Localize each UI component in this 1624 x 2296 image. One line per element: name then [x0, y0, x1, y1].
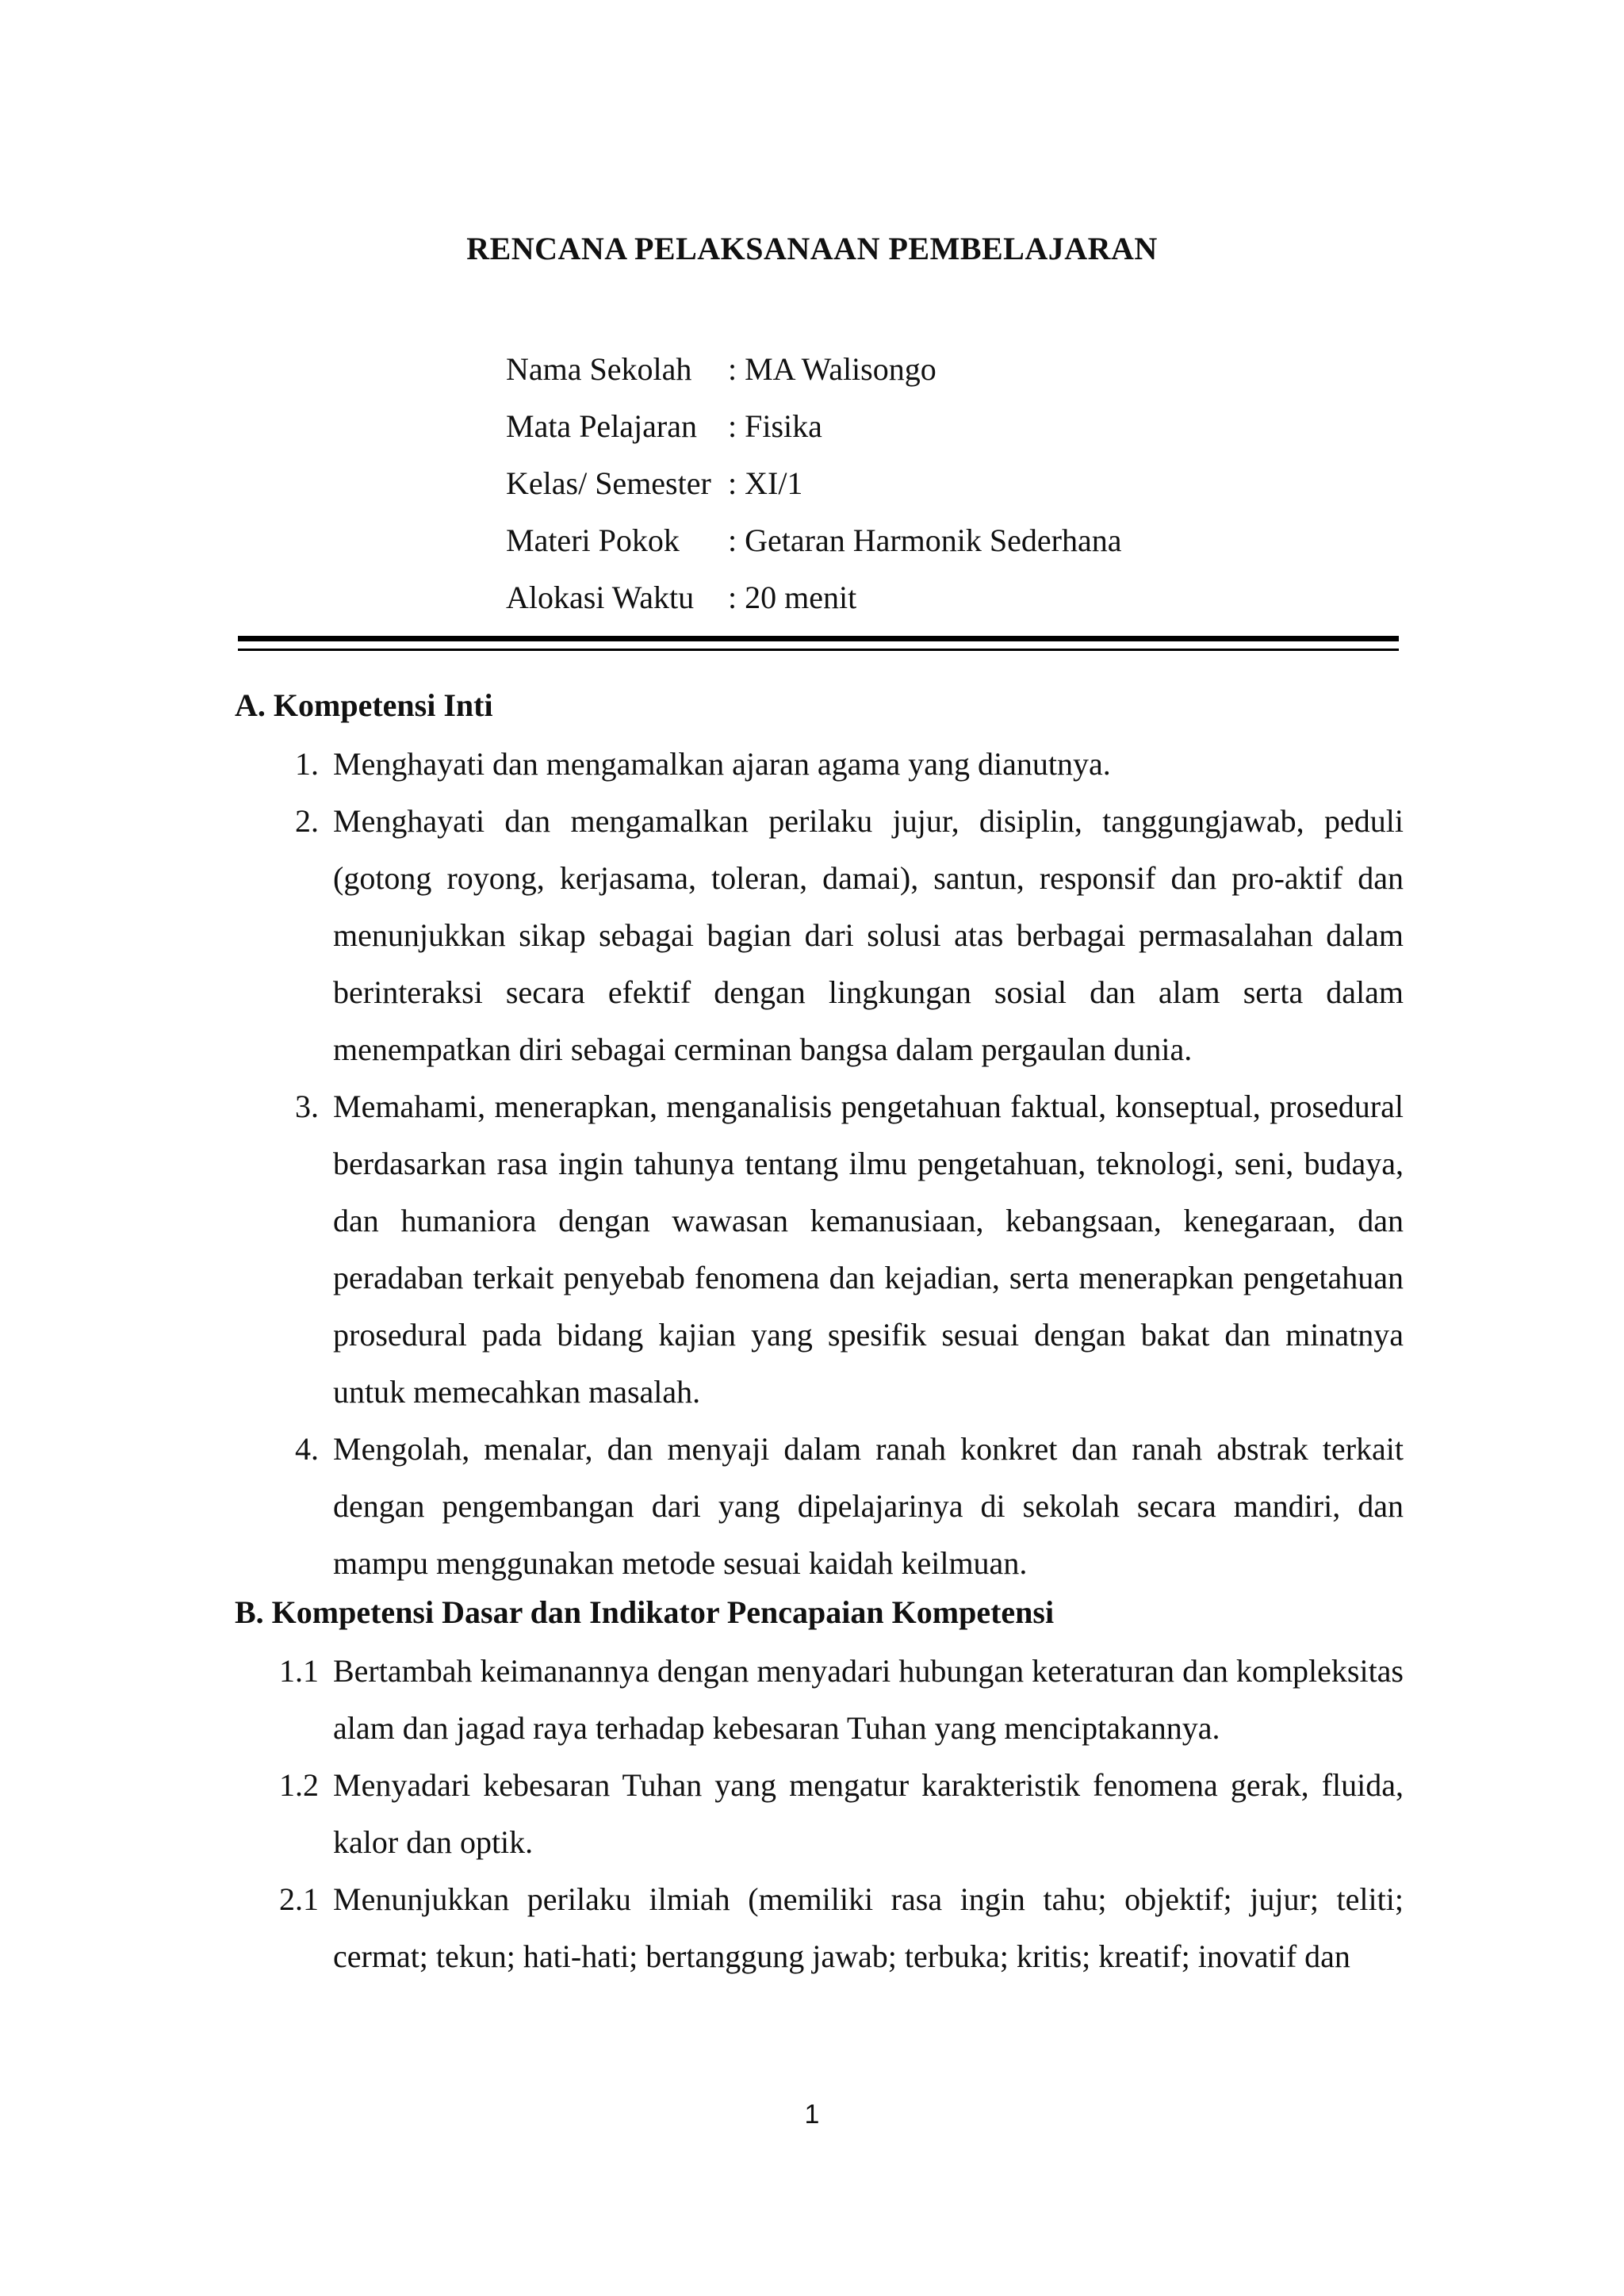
document-title: RENCANA PELAKSANAAN PEMBELAJARAN	[466, 231, 1158, 266]
item-text: Menghayati dan mengamalkan ajaran agama yang dianutnya.	[333, 746, 1111, 782]
item-number: 1.2	[279, 1767, 319, 1803]
item-text: Bertambah keimanannya dengan menyadari hubungan keteraturan dan kompleksitas alam dan jagad raya terhadap kebesaran Tuhan yang menciptakannya.	[333, 1653, 1404, 1746]
page-number: 1	[804, 2099, 820, 2130]
section-b-heading: B. Kompetensi Dasar dan Indikator Pencapaian Kompetensi	[235, 1594, 1055, 1630]
item-number: 2.1	[279, 1881, 319, 1917]
item-text: Menunjukkan perilaku ilmiah (memiliki rasa ingin tahu; objektif; jujur; teliti; cermat; tekun; hati-hati; bertanggung jawab; terbuka; kritis; kreatif; inovatif dan	[333, 1881, 1404, 1974]
meta-label: Mata Pelajaran	[506, 408, 697, 444]
header-divider-thick	[238, 636, 1399, 641]
section-b-list	[238, 1643, 1404, 1985]
meta-row-subject	[506, 398, 1121, 455]
meta-label: Alokasi Waktu	[506, 580, 695, 615]
list-item	[238, 1871, 1404, 1985]
item-text: Menyadari kebesaran Tuhan yang mengatur karakteristik fenomena gerak, fluida, kalor dan optik.	[333, 1767, 1404, 1860]
section-a-list	[238, 736, 1404, 1592]
item-number: 1.	[295, 746, 319, 782]
meta-label: Nama Sekolah	[506, 351, 692, 387]
item-text: Memahami, menerapkan, menganalisis pengetahuan faktual, konseptual, prosedural berdasarkan rasa ingin tahunya tentang ilmu pengetahuan, teknologi, seni, budaya, dan humaniora dengan wawasan kemanusiaan, kebangsaan, kenegaraan, dan peradaban terkait penyebab fenomena dan kejadian, serta menerapkan pengetahuan prosedural pada bidang kajian yang spesifik sesuai dengan bakat dan minatnya untuk memecahkan masalah.	[333, 1089, 1404, 1410]
meta-label: Materi Pokok	[506, 522, 680, 558]
list-item	[238, 793, 1404, 1078]
item-text: Menghayati dan mengamalkan perilaku jujur, disiplin, tanggungjawab, peduli (gotong royong, kerjasama, toleran, damai), santun, responsif dan pro-aktif dan menunjukkan sikap sebagai bagian dari solusi atas berbagai permasalahan dalam berinteraksi secara efektif dengan lingkungan sosial dan alam serta dalam menempatkan diri sebagai cerminan bangsa dalam pergaulan dunia.	[333, 803, 1404, 1067]
list-item	[238, 1078, 1404, 1421]
meta-row-time	[506, 569, 1121, 626]
meta-value: : Fisika	[728, 408, 822, 444]
lesson-info	[506, 341, 1121, 626]
meta-row-topic	[506, 512, 1121, 569]
item-number: 3.	[295, 1089, 319, 1124]
meta-value: : XI/1	[728, 465, 803, 501]
item-number: 4.	[295, 1431, 319, 1467]
list-item	[238, 1421, 1404, 1592]
list-item	[238, 736, 1404, 793]
header-divider-thin	[238, 649, 1399, 651]
list-item	[238, 1757, 1404, 1871]
meta-value: : 20 menit	[728, 580, 857, 615]
meta-row-school	[506, 341, 1121, 398]
meta-label: Kelas/ Semester	[506, 465, 711, 501]
item-number: 1.1	[279, 1653, 319, 1689]
list-item	[238, 1643, 1404, 1757]
meta-row-class	[506, 455, 1121, 512]
item-number: 2.	[295, 803, 319, 839]
meta-value: : Getaran Harmonik Sederhana	[728, 522, 1122, 558]
item-text: Mengolah, menalar, dan menyaji dalam ranah konkret dan ranah abstrak terkait dengan pengembangan dari yang dipelajarinya di sekolah secara mandiri, dan mampu menggunakan metode sesuai kaidah keilmuan.	[333, 1431, 1404, 1581]
meta-value: : MA Walisongo	[728, 351, 936, 387]
section-a-heading: A. Kompetensi Inti	[235, 687, 493, 723]
